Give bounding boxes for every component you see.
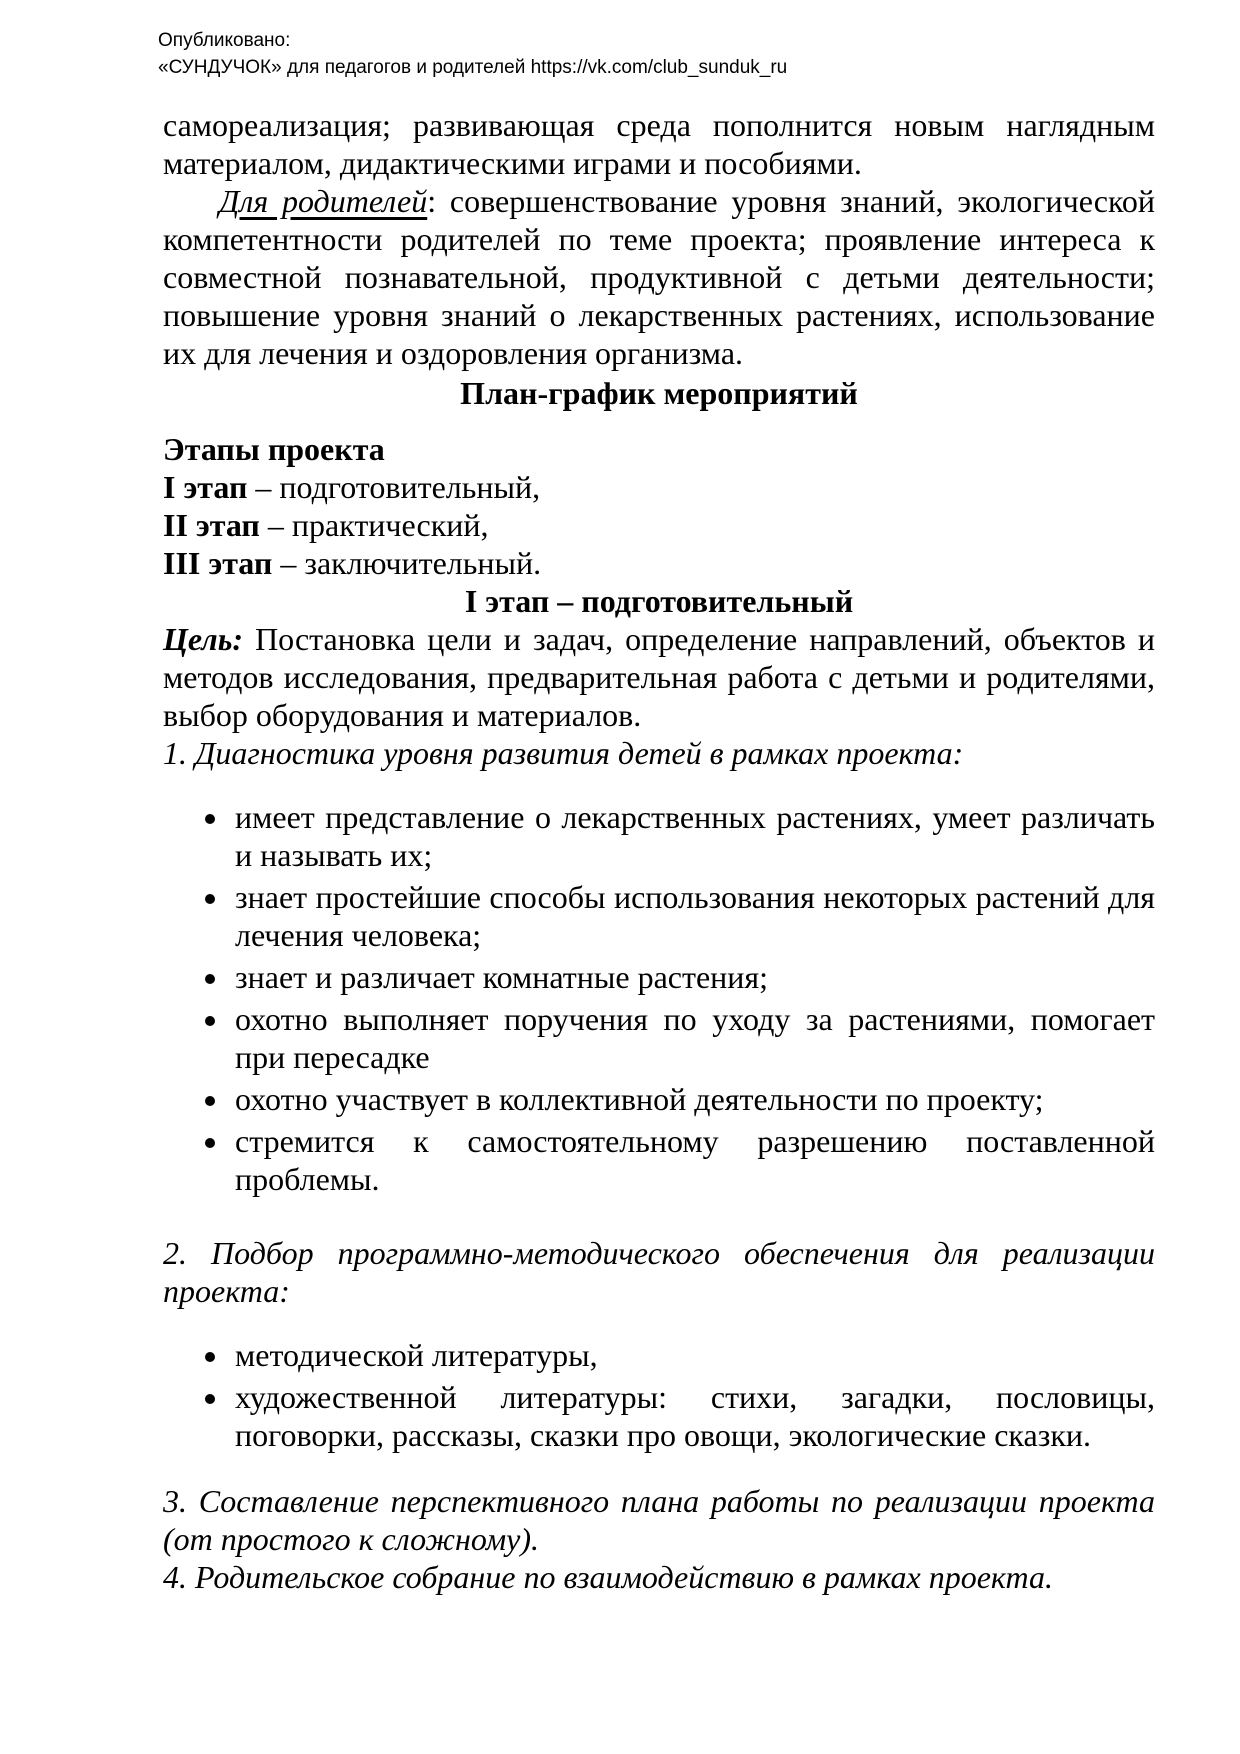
stage-3-text: – заключительный.	[280, 545, 542, 581]
source-line: «СУНДУЧОК» для педагогов и родителей https://vk.com/club_sunduk_ru	[158, 57, 788, 78]
task-3: 3. Составление перспективного плана работы по реализации проекта (от простого к сложному).	[163, 1483, 1155, 1557]
stage-2-label: II этап	[163, 507, 260, 543]
diagnostics-item: • охотно выполняет поручения по уходу за растениями, помогает при пересадке	[231, 1000, 1155, 1076]
paragraph-continuation: самореализация; развивающая среда пополнится новым наглядным материалом, дидактическими играми и пособиями.	[163, 107, 1155, 181]
stages-title: Этапы проекта	[163, 431, 385, 467]
diagnostics-item: • стремится к самостоятельному разрешению поставленной проблемы.	[231, 1122, 1155, 1198]
stage-line-2	[163, 506, 1155, 544]
for-parents-lead: Для родителей	[219, 183, 428, 219]
for-parents-text: совершенствование уровня знаний, экологической компетентности родителей по теме проекта; проявление интереса к совместной познавательной, продуктивной с детьми деятельности; повышение уровня знаний о лекарственных растениях, использование их для лечения и оздоровления организма.	[163, 183, 1156, 371]
task-2: 2. Подбор программно-методического обеспечения для реализации проекта:	[163, 1235, 1155, 1309]
document-body	[163, 106, 1155, 1596]
diagnostics-item: • знает простейшие способы использования некоторых растений для лечения человека;	[231, 878, 1155, 954]
goal-label: Цель:	[163, 621, 243, 657]
plan-schedule-heading: План-график мероприятий	[460, 375, 858, 411]
diagnostics-list	[163, 798, 1155, 1198]
diagnostics-item: • охотно участвует в коллективной деятельности по проекту;	[231, 1080, 1155, 1118]
stage-line-3	[163, 544, 1155, 582]
materials-item: • художественной литературы: стихи, загадки, пословицы, поговорки, рассказы, сказки про овощи, экологические сказки.	[231, 1378, 1155, 1454]
stage1-heading: I этап – подготовительный	[464, 583, 854, 619]
task-1: 1. Диагностика уровня развития детей в рамках проекта:	[163, 735, 964, 771]
stage-2-text: – практический,	[267, 507, 489, 543]
stage-3-label: III этап	[163, 545, 273, 581]
stage-1-label: I этап	[163, 469, 248, 505]
stage-line-1	[163, 468, 1155, 506]
stage-1-text: – подготовительный,	[255, 469, 541, 505]
paragraph-for-parents	[163, 182, 1155, 372]
diagnostics-item: • знает и различает комнатные растения;	[231, 958, 1155, 996]
diagnostics-item: • имеет представление о лекарственных растениях, умеет различать и называть их;	[231, 798, 1155, 874]
materials-list	[163, 1336, 1155, 1454]
published-label: Опубликовано:	[158, 30, 291, 51]
for-parents-colon: :	[427, 183, 437, 219]
goal-text: Постановка цели и задач, определение направлений, объектов и методов исследования, предварительная работа с детьми и родителями, выбор оборудования и материалов.	[163, 621, 1156, 733]
page-header	[158, 27, 787, 81]
task-4: 4. Родительское собрание по взаимодействию в рамках проекта.	[163, 1559, 1053, 1595]
goal-paragraph	[163, 620, 1155, 734]
materials-item: • методической литературы,	[231, 1336, 1155, 1374]
